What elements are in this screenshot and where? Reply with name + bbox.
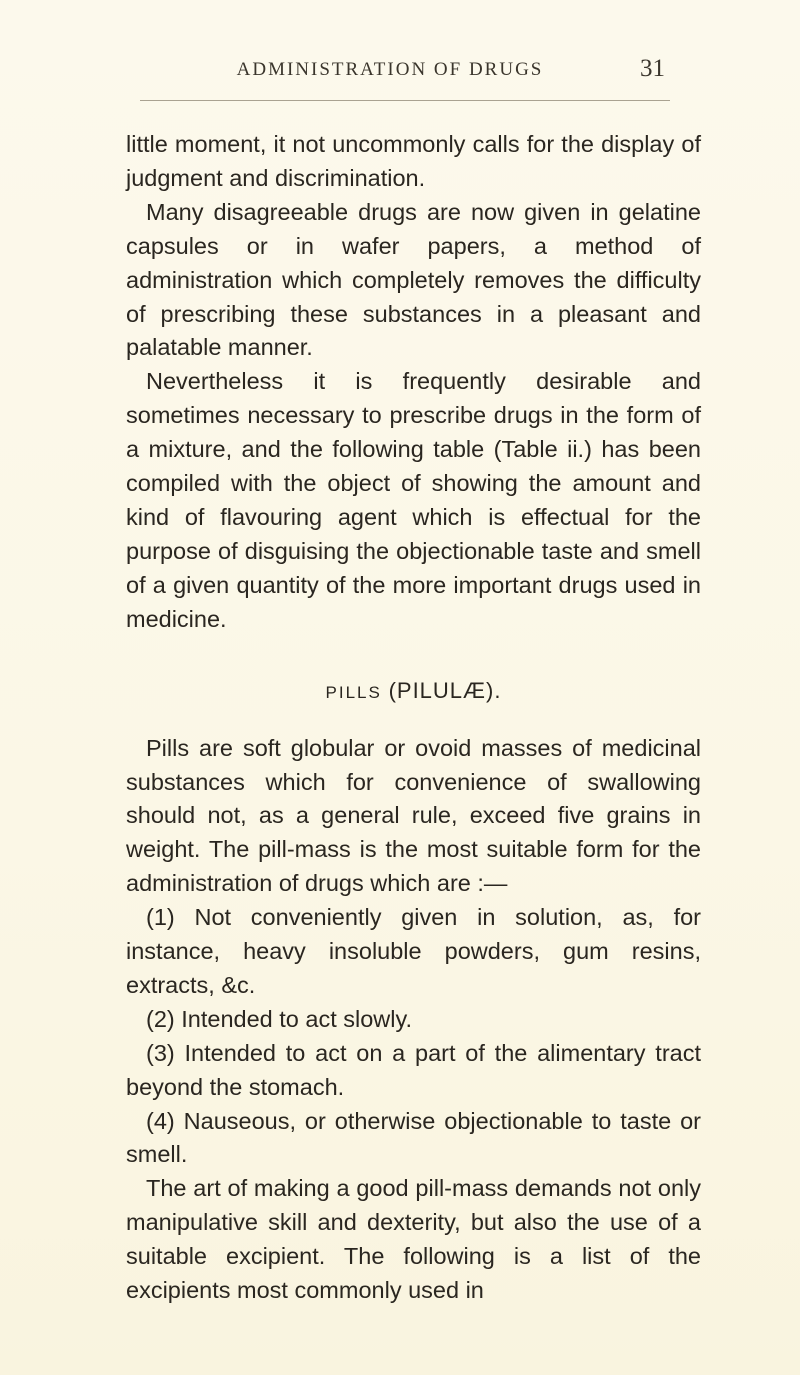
running-head-title: ADMINISTRATION OF DRUGS: [236, 59, 544, 80]
page-number: 31: [640, 55, 665, 82]
paragraph-excipient: The art of making a good pill-mass demands not only manipulative skill and dexterity, but also the use of a suitable excipient. The following is a list of the excipients most commonly used in: [126, 1175, 701, 1304]
body-text: [126, 128, 701, 1308]
list-item: (4) Nauseous, or otherwise objectionable to taste or smell.: [126, 1107, 701, 1168]
paragraph-pills-intro: Pills are soft globular or ovoid masses of medicinal substances which for convenience of swallowing should not, as a general rule, exceed five grains in weight. The pill-mass is the most suitable form for the administration of drugs which are :—: [126, 734, 701, 897]
section-heading-paren: (PILULÆ).: [388, 677, 502, 703]
paragraph-continuation: little moment, it not uncommonly calls for the display of judgment and discrimination.: [126, 131, 701, 191]
paragraph-mixture: Nevertheless it is frequently desirable and sometimes necessary to prescribe drugs in the form of a mixture, and the following table (Table ii.) has been compiled with the object of showing the amount and kind of flavouring agent which is effectual for the purpose of disguising the objectionable taste and smell of a given quantity of the more important drugs used in medicine.: [126, 368, 701, 632]
section-heading-pills: [126, 677, 701, 707]
list-item: (1) Not conveniently given in solution, as, for instance, heavy insoluble powders, gum resins, extracts, &c.: [126, 904, 701, 998]
list-item: (2) Intended to act slowly.: [146, 1005, 413, 1032]
list-item: (3) Intended to act on a part of the alimentary tract beyond the stomach.: [126, 1039, 701, 1100]
running-head: [0, 55, 800, 85]
paragraph-capsules: Many disagreeable drugs are now given in gelatine capsules or in wafer papers, a method of administration which completely removes the difficulty of prescribing these substances in a pleasant and palatable manner.: [126, 198, 701, 361]
header-rule: [140, 100, 670, 101]
section-heading-prefix: PILLS: [325, 682, 382, 702]
